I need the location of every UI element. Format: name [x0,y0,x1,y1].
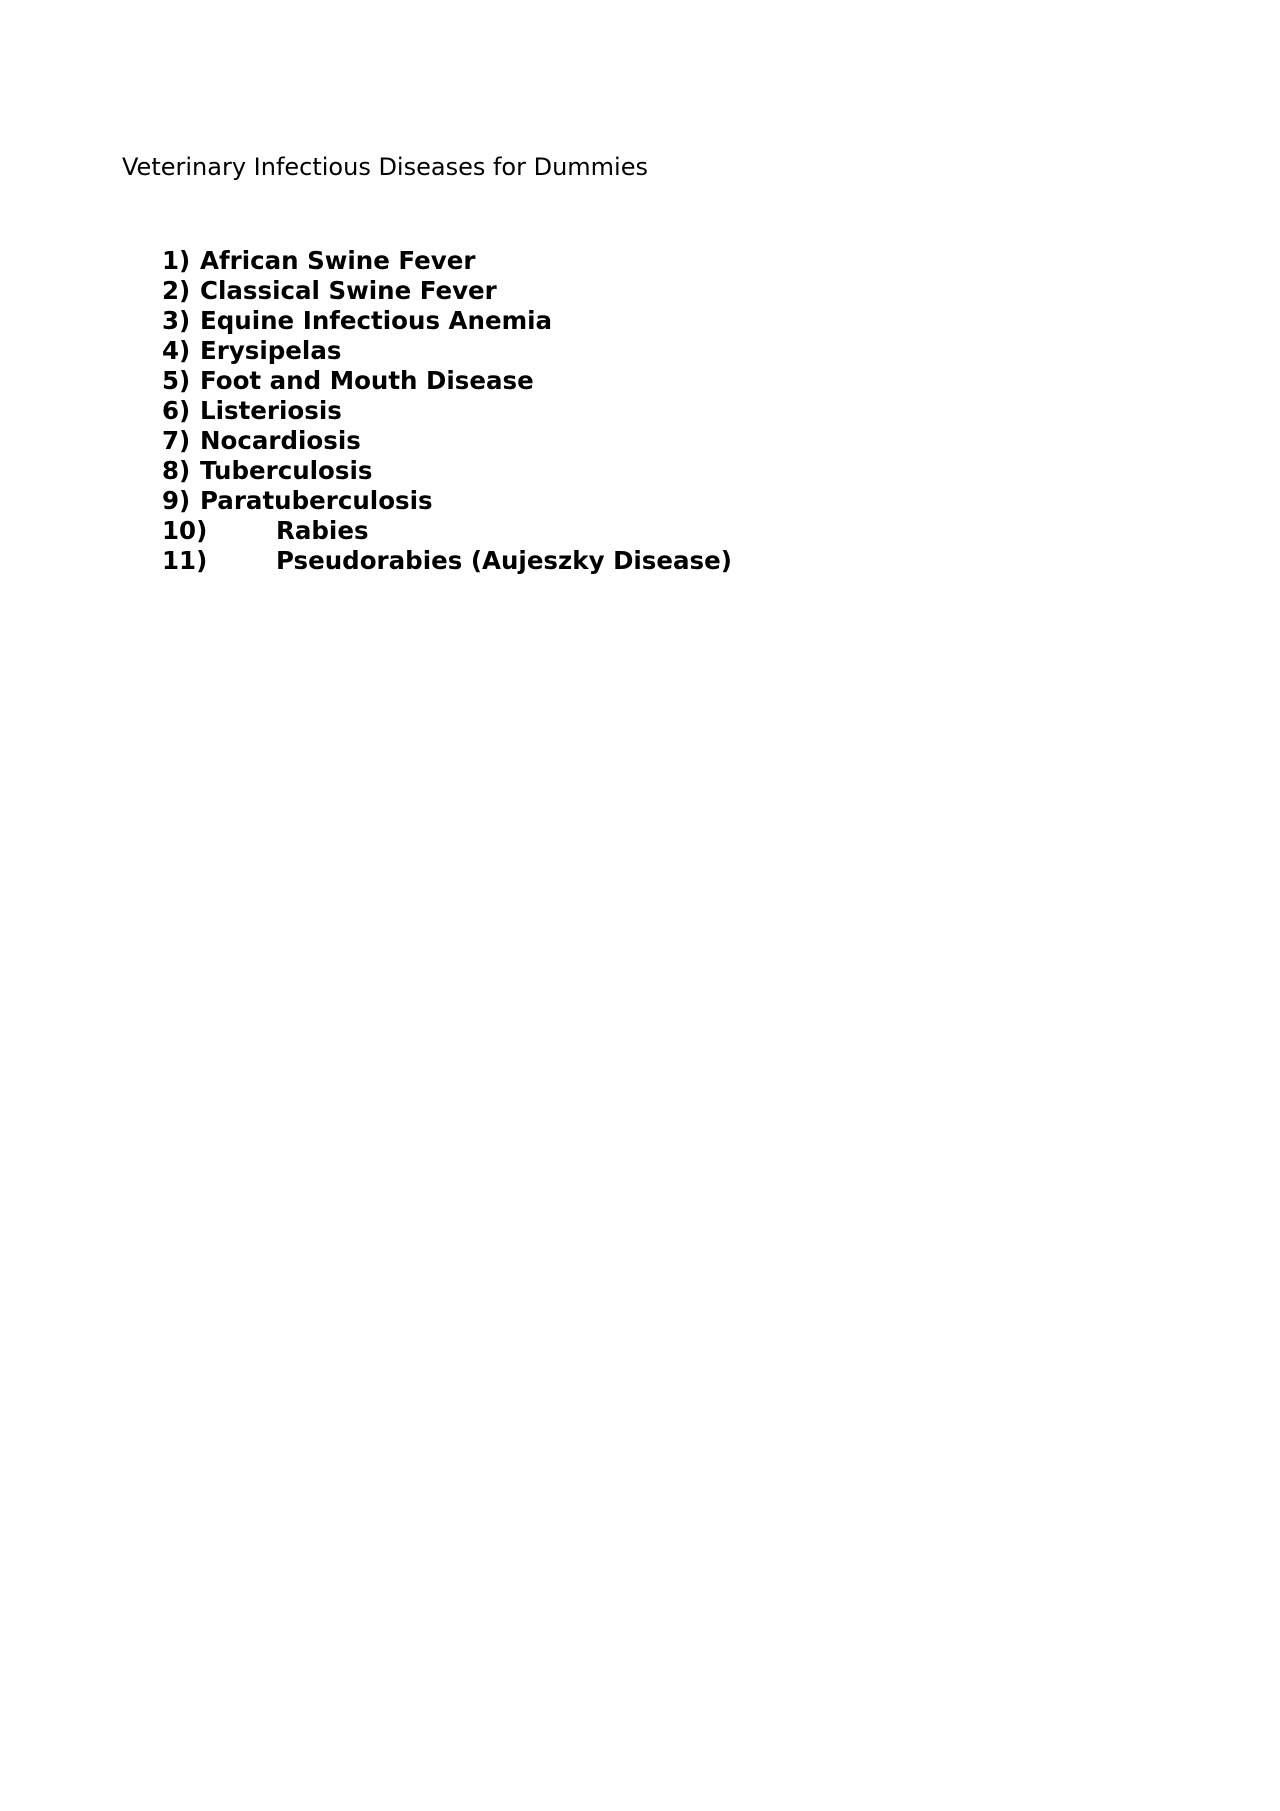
list-item-number: 7) [162,426,191,455]
list-item-label: Classical Swine Fever [200,276,497,305]
list-item-number: 10) [162,516,208,545]
list-item-label: African Swine Fever [200,246,476,275]
list-item-number: 5) [162,366,191,395]
list-item-number: 9) [162,486,191,515]
list-item-label: Erysipelas [200,336,342,365]
list-item [162,396,732,426]
list-item-label: Rabies [276,516,369,545]
list-item-number: 4) [162,336,191,365]
list-item-label: Equine Infectious Anemia [200,306,553,335]
list-item-number: 6) [162,396,191,425]
list-item-number: 11) [162,546,208,575]
list-item [162,486,732,516]
list-item [162,306,732,336]
list-item-label: Foot and Mouth Disease [200,366,534,395]
list-item-label: Listeriosis [200,396,342,425]
list-item [162,516,732,546]
list-item-number: 1) [162,246,191,275]
list-item-label: Nocardiosis [200,426,361,455]
list-item-label: Paratuberculosis [200,486,433,515]
disease-list [162,246,732,576]
list-item [162,276,732,306]
document-title: Veterinary Infectious Diseases for Dummies [122,153,648,181]
list-item [162,336,732,366]
list-item-label: Pseudorabies (Aujeszky Disease) [276,546,732,575]
list-item-number: 8) [162,456,191,485]
list-item [162,426,732,456]
list-item [162,246,732,276]
list-item-label: Tuberculosis [200,456,373,485]
list-item [162,546,732,576]
list-item [162,366,732,396]
list-item-number: 3) [162,306,191,335]
list-item [162,456,732,486]
list-item-number: 2) [162,276,191,305]
